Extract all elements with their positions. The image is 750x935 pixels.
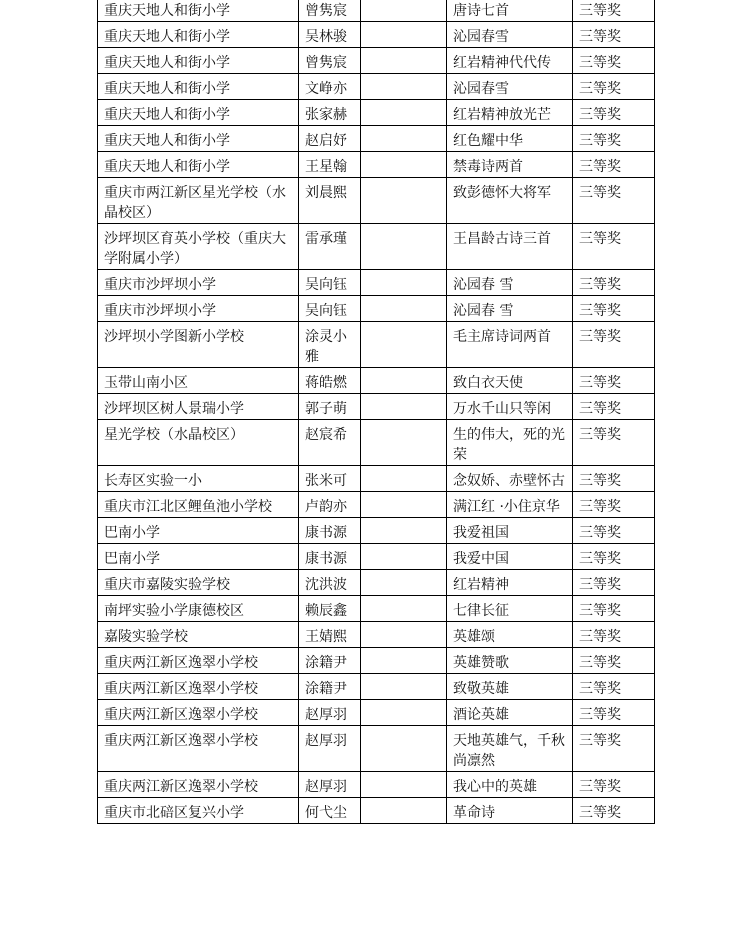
- award-cell: 三等奖: [573, 270, 655, 296]
- title-cell: 天地英雄气，千秋尚凛然: [447, 726, 573, 772]
- title-cell: 红岩精神代代传: [447, 48, 573, 74]
- school-cell: 沙坪坝区育英小学校（重庆大学附属小学）: [98, 224, 299, 270]
- name-cell: 雷承瑾: [299, 224, 361, 270]
- blank-cell: [361, 178, 447, 224]
- title-cell: 致白衣天使: [447, 368, 573, 394]
- school-cell: 沙坪坝区树人景瑞小学: [98, 394, 299, 420]
- title-cell: 我爱中国: [447, 544, 573, 570]
- name-cell: 刘晨熙: [299, 178, 361, 224]
- table-row: [98, 492, 655, 518]
- name-cell: 王婧熙: [299, 622, 361, 648]
- title-cell: 红岩精神: [447, 570, 573, 596]
- blank-cell: [361, 394, 447, 420]
- blank-cell: [361, 622, 447, 648]
- title-cell: 英雄赞歌: [447, 648, 573, 674]
- title-cell: 生的伟大，死的光荣: [447, 420, 573, 466]
- table-row: [98, 22, 655, 48]
- name-cell: 吴向钰: [299, 296, 361, 322]
- award-cell: 三等奖: [573, 596, 655, 622]
- table-row: [98, 622, 655, 648]
- title-cell: 万水千山只等闲: [447, 394, 573, 420]
- table-row: [98, 596, 655, 622]
- title-cell: 致敬英雄: [447, 674, 573, 700]
- title-cell: 毛主席诗词两首: [447, 322, 573, 368]
- school-cell: 长寿区实验一小: [98, 466, 299, 492]
- table-row: [98, 798, 655, 824]
- title-cell: 沁园春雪: [447, 74, 573, 100]
- table-row: [98, 322, 655, 368]
- name-cell: 郭子萌: [299, 394, 361, 420]
- award-cell: 三等奖: [573, 100, 655, 126]
- blank-cell: [361, 492, 447, 518]
- name-cell: 王星翰: [299, 152, 361, 178]
- name-cell: 吴林骏: [299, 22, 361, 48]
- blank-cell: [361, 544, 447, 570]
- award-cell: 三等奖: [573, 22, 655, 48]
- title-cell: 沁园春 雪: [447, 296, 573, 322]
- blank-cell: [361, 420, 447, 466]
- title-cell: 满江红 ·小住京华: [447, 492, 573, 518]
- table-row: [98, 296, 655, 322]
- blank-cell: [361, 224, 447, 270]
- award-cell: 三等奖: [573, 152, 655, 178]
- name-cell: 赵厚羽: [299, 772, 361, 798]
- table-row: [98, 48, 655, 74]
- table-row: [98, 544, 655, 570]
- name-cell: 赖辰鑫: [299, 596, 361, 622]
- name-cell: 何弋尘: [299, 798, 361, 824]
- award-cell: 三等奖: [573, 74, 655, 100]
- name-cell: 文峥亦: [299, 74, 361, 100]
- table-row: [98, 152, 655, 178]
- award-cell: 三等奖: [573, 48, 655, 74]
- title-cell: 禁毒诗两首: [447, 152, 573, 178]
- name-cell: 康书源: [299, 544, 361, 570]
- blank-cell: [361, 152, 447, 178]
- award-cell: 三等奖: [573, 518, 655, 544]
- school-cell: 重庆天地人和街小学: [98, 22, 299, 48]
- award-cell: 三等奖: [573, 224, 655, 270]
- school-cell: 南坪实验小学康德校区: [98, 596, 299, 622]
- blank-cell: [361, 368, 447, 394]
- blank-cell: [361, 674, 447, 700]
- table-row: [98, 420, 655, 466]
- table-row: [98, 772, 655, 798]
- table-row: [98, 368, 655, 394]
- table-row: [98, 648, 655, 674]
- award-cell: 三等奖: [573, 0, 655, 22]
- award-cell: 三等奖: [573, 772, 655, 798]
- school-cell: 重庆市沙坪坝小学: [98, 296, 299, 322]
- award-cell: 三等奖: [573, 420, 655, 466]
- school-cell: 重庆两江新区逸翠小学校: [98, 772, 299, 798]
- school-cell: 重庆两江新区逸翠小学校: [98, 726, 299, 772]
- award-cell: 三等奖: [573, 798, 655, 824]
- awards-table: [97, 0, 655, 824]
- title-cell: 红岩精神放光芒: [447, 100, 573, 126]
- title-cell: 革命诗: [447, 798, 573, 824]
- blank-cell: [361, 100, 447, 126]
- school-cell: 重庆天地人和街小学: [98, 152, 299, 178]
- blank-cell: [361, 700, 447, 726]
- name-cell: 曾隽宸: [299, 0, 361, 22]
- award-cell: 三等奖: [573, 296, 655, 322]
- school-cell: 重庆天地人和街小学: [98, 126, 299, 152]
- table-row: [98, 178, 655, 224]
- table-row: [98, 270, 655, 296]
- name-cell: 涂灵小雅: [299, 322, 361, 368]
- award-cell: 三等奖: [573, 622, 655, 648]
- school-cell: 嘉陵实验学校: [98, 622, 299, 648]
- blank-cell: [361, 296, 447, 322]
- blank-cell: [361, 726, 447, 772]
- school-cell: 重庆市沙坪坝小学: [98, 270, 299, 296]
- name-cell: 涂籍尹: [299, 648, 361, 674]
- table-row: [98, 726, 655, 772]
- table-row: [98, 224, 655, 270]
- school-cell: 重庆市嘉陵实验学校: [98, 570, 299, 596]
- school-cell: 重庆市两江新区星光学校（水晶校区）: [98, 178, 299, 224]
- table-row: [98, 700, 655, 726]
- blank-cell: [361, 570, 447, 596]
- award-cell: 三等奖: [573, 126, 655, 152]
- title-cell: 唐诗七首: [447, 0, 573, 22]
- award-cell: 三等奖: [573, 322, 655, 368]
- name-cell: 蒋皓燃: [299, 368, 361, 394]
- school-cell: 重庆天地人和街小学: [98, 0, 299, 22]
- blank-cell: [361, 596, 447, 622]
- title-cell: 王昌龄古诗三首: [447, 224, 573, 270]
- title-cell: 沁园春雪: [447, 22, 573, 48]
- award-cell: 三等奖: [573, 674, 655, 700]
- table-row: [98, 74, 655, 100]
- blank-cell: [361, 798, 447, 824]
- table-row: [98, 100, 655, 126]
- name-cell: 涂籍尹: [299, 674, 361, 700]
- name-cell: 张米可: [299, 466, 361, 492]
- school-cell: 重庆市江北区鲤鱼池小学校: [98, 492, 299, 518]
- blank-cell: [361, 270, 447, 296]
- blank-cell: [361, 48, 447, 74]
- title-cell: 红色耀中华: [447, 126, 573, 152]
- title-cell: 酒论英雄: [447, 700, 573, 726]
- award-cell: 三等奖: [573, 394, 655, 420]
- name-cell: 沈洪波: [299, 570, 361, 596]
- school-cell: 沙坪坝小学图新小学校: [98, 322, 299, 368]
- blank-cell: [361, 518, 447, 544]
- blank-cell: [361, 0, 447, 22]
- table-row: [98, 674, 655, 700]
- title-cell: 沁园春 雪: [447, 270, 573, 296]
- blank-cell: [361, 74, 447, 100]
- school-cell: 重庆市北碚区复兴小学: [98, 798, 299, 824]
- award-cell: 三等奖: [573, 726, 655, 772]
- awards-table-body: [98, 0, 655, 824]
- name-cell: 赵宸希: [299, 420, 361, 466]
- award-cell: 三等奖: [573, 700, 655, 726]
- school-cell: 重庆两江新区逸翠小学校: [98, 674, 299, 700]
- school-cell: 巴南小学: [98, 518, 299, 544]
- school-cell: 巴南小学: [98, 544, 299, 570]
- title-cell: 我爱祖国: [447, 518, 573, 544]
- school-cell: 重庆天地人和街小学: [98, 48, 299, 74]
- name-cell: 赵厚羽: [299, 700, 361, 726]
- name-cell: 康书源: [299, 518, 361, 544]
- table-row: [98, 0, 655, 22]
- name-cell: 张家赫: [299, 100, 361, 126]
- school-cell: 重庆两江新区逸翠小学校: [98, 700, 299, 726]
- blank-cell: [361, 22, 447, 48]
- table-row: [98, 570, 655, 596]
- school-cell: 重庆两江新区逸翠小学校: [98, 648, 299, 674]
- name-cell: 赵启妤: [299, 126, 361, 152]
- school-cell: 重庆天地人和街小学: [98, 100, 299, 126]
- table-row: [98, 518, 655, 544]
- award-cell: 三等奖: [573, 492, 655, 518]
- award-cell: 三等奖: [573, 466, 655, 492]
- title-cell: 念奴娇、赤壁怀古: [447, 466, 573, 492]
- name-cell: 吴向钰: [299, 270, 361, 296]
- title-cell: 七律长征: [447, 596, 573, 622]
- name-cell: 赵厚羽: [299, 726, 361, 772]
- name-cell: 曾隽宸: [299, 48, 361, 74]
- blank-cell: [361, 466, 447, 492]
- title-cell: 我心中的英雄: [447, 772, 573, 798]
- school-cell: 星光学校（水晶校区）: [98, 420, 299, 466]
- name-cell: 卢韵亦: [299, 492, 361, 518]
- award-cell: 三等奖: [573, 570, 655, 596]
- school-cell: 玉带山南小区: [98, 368, 299, 394]
- blank-cell: [361, 322, 447, 368]
- blank-cell: [361, 772, 447, 798]
- table-row: [98, 126, 655, 152]
- school-cell: 重庆天地人和街小学: [98, 74, 299, 100]
- blank-cell: [361, 126, 447, 152]
- award-cell: 三等奖: [573, 544, 655, 570]
- table-row: [98, 466, 655, 492]
- award-cell: 三等奖: [573, 178, 655, 224]
- title-cell: 致彭德怀大将军: [447, 178, 573, 224]
- blank-cell: [361, 648, 447, 674]
- award-cell: 三等奖: [573, 648, 655, 674]
- title-cell: 英雄颂: [447, 622, 573, 648]
- award-cell: 三等奖: [573, 368, 655, 394]
- table-row: [98, 394, 655, 420]
